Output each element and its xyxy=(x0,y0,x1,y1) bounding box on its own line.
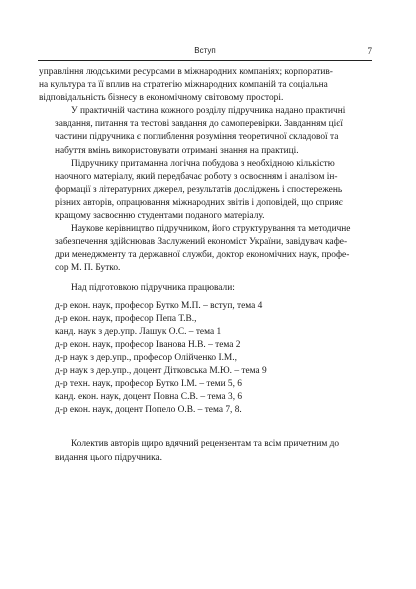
running-header xyxy=(38,46,372,60)
staff-list-item: д-р екон. наук, професор Бутко М.П. – вступ, тема 4 xyxy=(55,300,263,311)
paragraph-scientific-supervision xyxy=(39,223,372,275)
text-line: на культура та її вплив на стратегію міжнародних компаній та соціальна xyxy=(39,80,328,91)
text-line: забезпечення здійснював Заслужений економіст України, завідувач кафе- xyxy=(55,237,348,248)
text-line: сор М. П. Бутко. xyxy=(55,263,121,274)
text-line: частини підручника є поглиблення розуміння теоретичної складової та xyxy=(55,132,339,143)
text-line: наочного матеріалу, який передбачає роботу з освоєнням і аналізом ін- xyxy=(55,171,338,182)
paragraph-hr-culture xyxy=(39,66,372,105)
staff-list-item: д-р екон. наук, професор Пепа Т.В., xyxy=(55,313,197,324)
page-number: 7 xyxy=(367,46,372,56)
text-line: завдання, питання та тестові завдання до самоперевірки. Завданням цієї xyxy=(55,119,343,130)
staff-list-item: д-р екон. наук, професор Іванова Н.В. – тема 2 xyxy=(55,339,241,350)
text-line: Підручнику притаманна логічна побудова з необхідною кількістю xyxy=(71,158,335,169)
page-body xyxy=(39,66,372,465)
text-line: Колектив авторів щиро вдячний рецензентам та всім причетним до xyxy=(71,439,340,450)
paragraph-practical-part xyxy=(39,105,372,157)
text-line: різних авторів, опрацювання міжнародних звітів і доповідей, що сприяє xyxy=(55,197,343,208)
header-divider xyxy=(38,60,372,61)
text-line: У практичній частина кожного розділу підручника надано практичні xyxy=(71,106,346,117)
text-line: управління людськими ресурсами в міжнародних компаніях; корпоратив- xyxy=(39,67,333,77)
header-title: Вступ xyxy=(194,46,216,55)
text-line: набуття вмінь використовувати отримані знання на практиці. xyxy=(55,145,299,156)
staff-list-item: д-р наук з дер.упр., професор Олійченко І.М., xyxy=(55,352,237,363)
staff-list-item: канд. екон. наук, доцент Повна С.В. – тема 3, 6 xyxy=(55,392,243,403)
text-line: кращому засвоєнню студентами поданого матеріалу. xyxy=(55,211,265,222)
staff-list-item: д-р наук з дер.упр., доцент Дітковська М.Ю. – тема 9 xyxy=(55,366,267,377)
text-line: видання цього підручника. xyxy=(55,452,162,463)
staff-list xyxy=(39,300,372,418)
text-line: дри менеджменту та державної служби, доктор економічних наук, профе- xyxy=(55,250,350,261)
paragraph-acknowledgement xyxy=(39,438,372,464)
staff-list-item: д-р екон. наук, доцент Попело О.В. – тема 7, 8. xyxy=(55,405,242,416)
staff-list-item: д-р техн. наук, професор Бутко І.М. – теми 5, 6 xyxy=(55,379,242,390)
text-line: відповідальність бізнесу в економічному світовому просторі. xyxy=(39,93,284,104)
text-line: Наукове керівництво підручником, його структурування та методичне xyxy=(71,224,351,235)
staff-list-item: канд. наук з дер.упр. Лашук О.С. – тема 1 xyxy=(55,326,222,337)
text-line: формації з літературних джерел, результатів досліджень і спостережень xyxy=(55,184,343,195)
text-line: Над підготовкою підручника працювали: xyxy=(71,282,235,293)
paragraph-logical-structure xyxy=(39,158,372,223)
staff-heading xyxy=(39,282,372,295)
